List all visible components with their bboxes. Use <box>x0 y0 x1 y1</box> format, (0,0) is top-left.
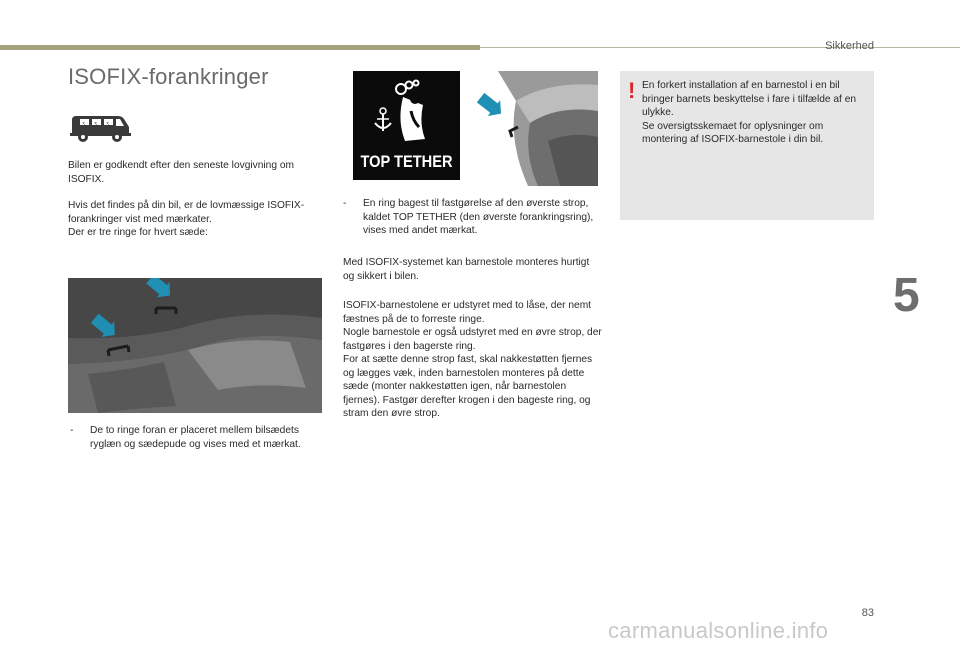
labels-paragraph: Hvis det findes på din bil, er de lovmæssige ISOFIX-forankringer vist med mærkater. Der er tre ringe for hvert sæde: <box>68 200 305 238</box>
page-number: 83 <box>861 607 874 619</box>
top-tether-text: TOP TETHER <box>360 152 453 171</box>
isofix-seat-image <box>68 278 322 413</box>
bullet-dash: - <box>343 198 347 209</box>
svg-text:ʒ: ʒ <box>82 121 85 127</box>
bullet-rear-ring <box>343 197 599 238</box>
watermark: carmanualsonline.info <box>608 618 829 643</box>
chapter-number: 5 <box>893 269 920 322</box>
page-title: ISOFIX-forankringer <box>68 64 269 89</box>
top-tether-label-image <box>353 71 460 180</box>
isofix-system-paragraph: Med ISOFIX-systemet kan barnestole monteres hurtigt og sikkert i bilen. <box>343 257 590 282</box>
bullet-text: En ring bagest til fastgørelse af den øverste strop, kaldet TOP TETHER (den øverste forankringsring), vises med andet mærkat. <box>363 198 594 236</box>
warning-box <box>620 71 874 220</box>
bullet-dash: - <box>70 425 74 436</box>
bullet-front-rings <box>70 424 326 451</box>
isofix-seat-paragraph: ISOFIX-barnestolene er udstyret med to låse, der nemt fæstnes på de to forreste ringe. Nogle barnestole er også udstyret med en øvre strop, der fastgøres i den bagerste ring. For at sætte denne strop fast, skal nakkestøtten fjernes og lægges væk, inden barnestolen monteres på dette sæde (monter nakkestøtten igen, når barnestolen fjernes). Fastgør derefter krogen i den bageste ring, og stram den øvre strop. <box>343 300 602 419</box>
svg-text:ʒ: ʒ <box>106 121 109 127</box>
bullet-text: De to ringe foran er placeret mellem bilsædets ryglæn og sædepude og vises med et mærkat. <box>90 425 301 450</box>
section-title: Sikkerhed <box>825 40 874 52</box>
warning-icon: ! <box>628 78 636 103</box>
warning-text: En forkert installation af en barnestol i en bil bringer barnets beskyttelse i fare i tilfælde af en ulykke. Se oversigtsskemaet for oplysninger om montering af ISOFIX-barnestole i din bil. <box>642 80 857 145</box>
top-tether-hook-image <box>468 71 598 186</box>
header-rule <box>480 47 960 48</box>
intro-paragraph: Bilen er godkendt efter den seneste lovgivning om ISOFIX. <box>68 160 294 185</box>
header-accent-bar <box>0 45 480 50</box>
van-icon <box>68 110 132 144</box>
svg-text:ʒ: ʒ <box>94 121 97 127</box>
